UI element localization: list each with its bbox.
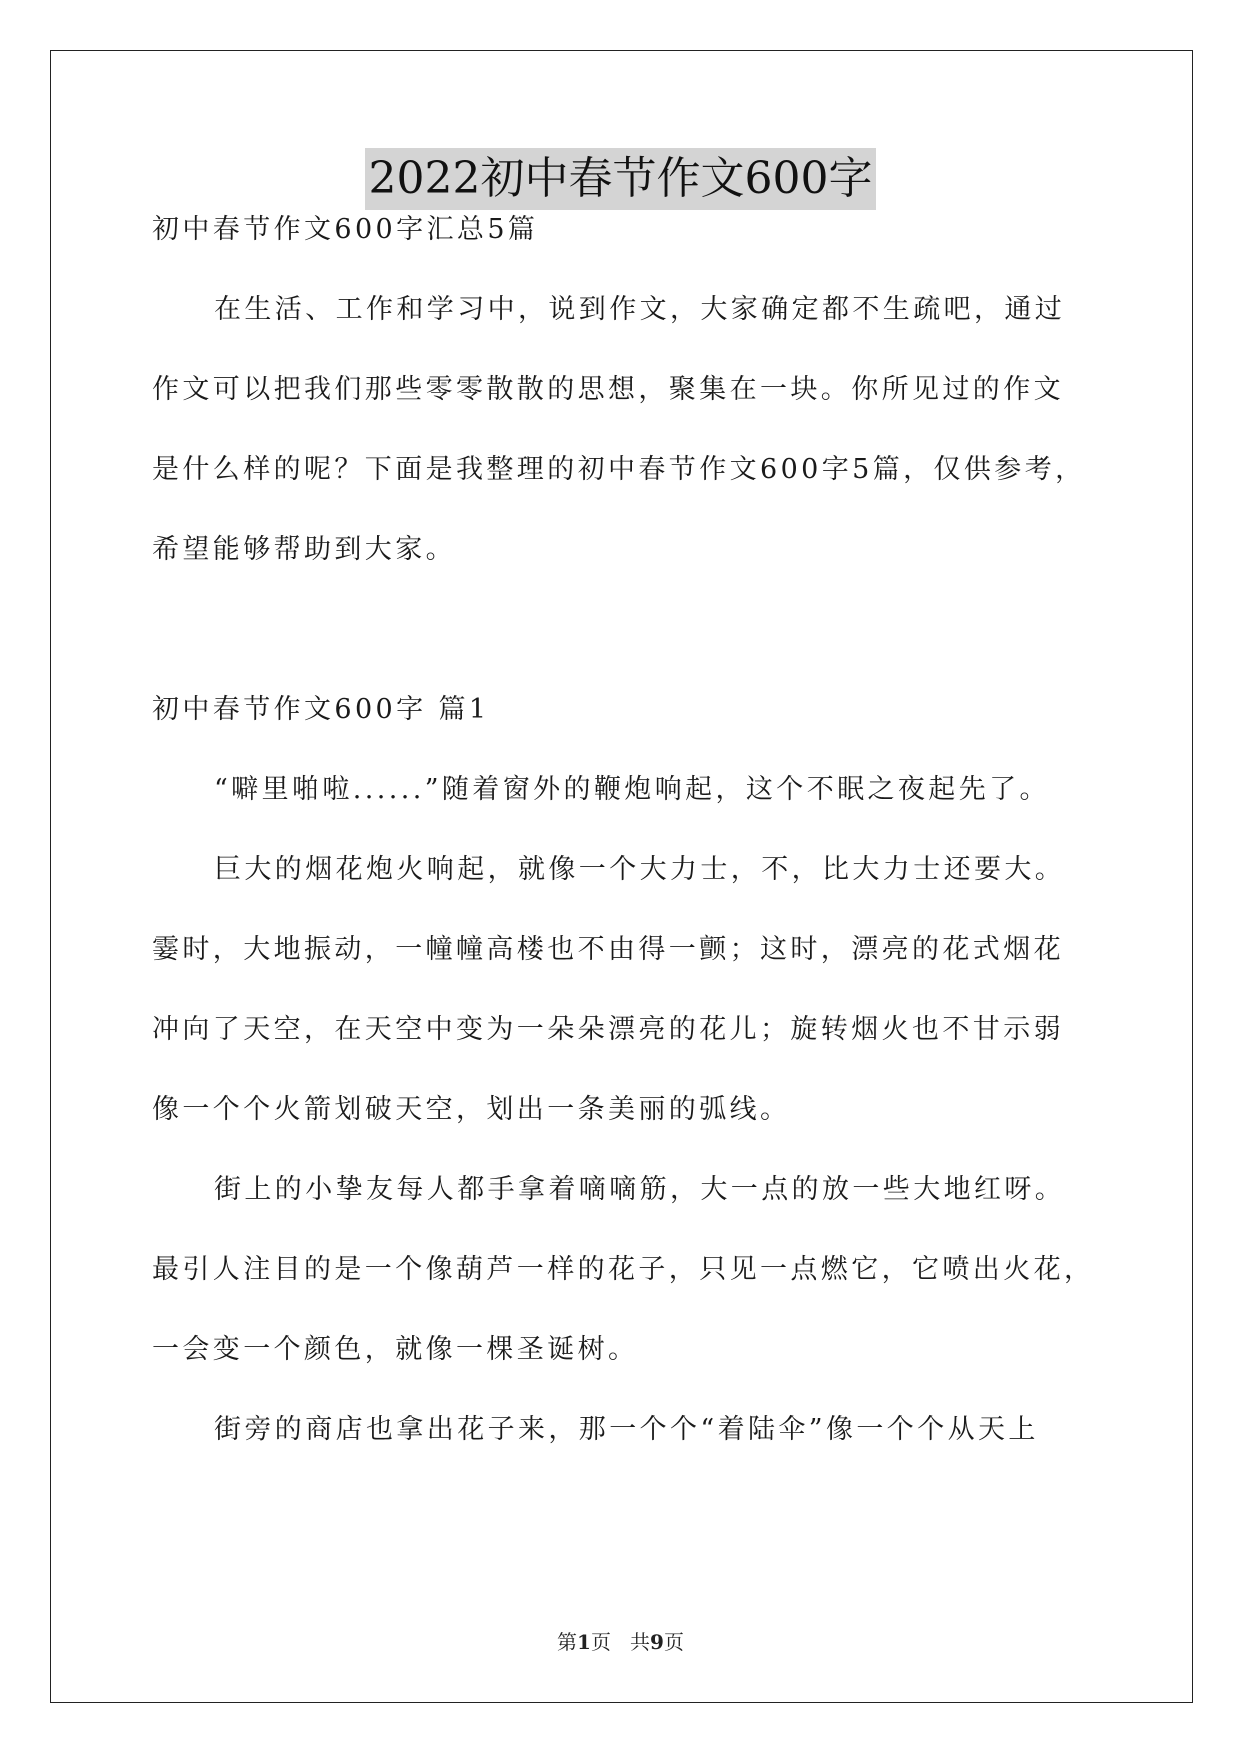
paragraph-line: 在生活、工作和学习中，说到作文，大家确定都不生疏吧，通过	[214, 294, 1066, 325]
paragraph-line: 作文可以把我们那些零零散散的思想，聚集在一块。你所见过的作文	[152, 374, 1064, 405]
page-current: 1	[577, 1630, 591, 1654]
paragraph-line: 是什么样的呢？下面是我整理的初中春节作文600字5篇，仅供参考，	[152, 454, 1086, 485]
document-body	[152, 190, 1095, 1470]
paragraph-line: 冲向了天空，在天空中变为一朵朵漂亮的花儿；旋转烟火也不甘示弱	[152, 1014, 1064, 1045]
page-total: 9	[650, 1630, 664, 1654]
paragraph-line: 街上的小挚友每人都手拿着嘀嘀筋，大一点的放一些大地红呀。	[214, 1174, 1066, 1205]
paragraph-line: 霎时，大地振动，一幢幢高楼也不由得一颤；这时，漂亮的花式烟花	[152, 934, 1064, 965]
page-mid: 页 共	[590, 1630, 651, 1654]
section-heading: 初中春节作文600字 篇1	[152, 694, 490, 725]
paragraph-line: 像一个个火箭划破天空，划出一条美丽的弧线。	[152, 1094, 791, 1125]
blank-line	[152, 590, 1092, 670]
page-prefix: 第	[557, 1630, 578, 1654]
paragraph-line: 街旁的商店也拿出花子来，那一个个“着陆伞”像一个个从天上	[214, 1414, 1039, 1445]
page-suffix: 页	[663, 1630, 684, 1654]
document-title: 2022初中春节作文600字	[365, 148, 877, 210]
paragraph-line: “噼里啪啦......”随着窗外的鞭炮响起，这个不眠之夜起先了。	[214, 774, 1050, 805]
paragraph-line: 巨大的烟花炮火响起，就像一个大力士，不，比大力士还要大。	[214, 854, 1066, 885]
paragraph-line: 最引人注目的是一个像葫芦一样的花子，只见一点燃它，它喷出火花，	[152, 1254, 1095, 1285]
paragraph-line: 希望能够帮助到大家。	[152, 534, 456, 565]
paragraph-line: 一会变一个颜色，就像一棵圣诞树。	[152, 1334, 639, 1365]
subtitle: 初中春节作文600字汇总5篇	[152, 214, 539, 245]
page-footer	[0, 1627, 1241, 1657]
